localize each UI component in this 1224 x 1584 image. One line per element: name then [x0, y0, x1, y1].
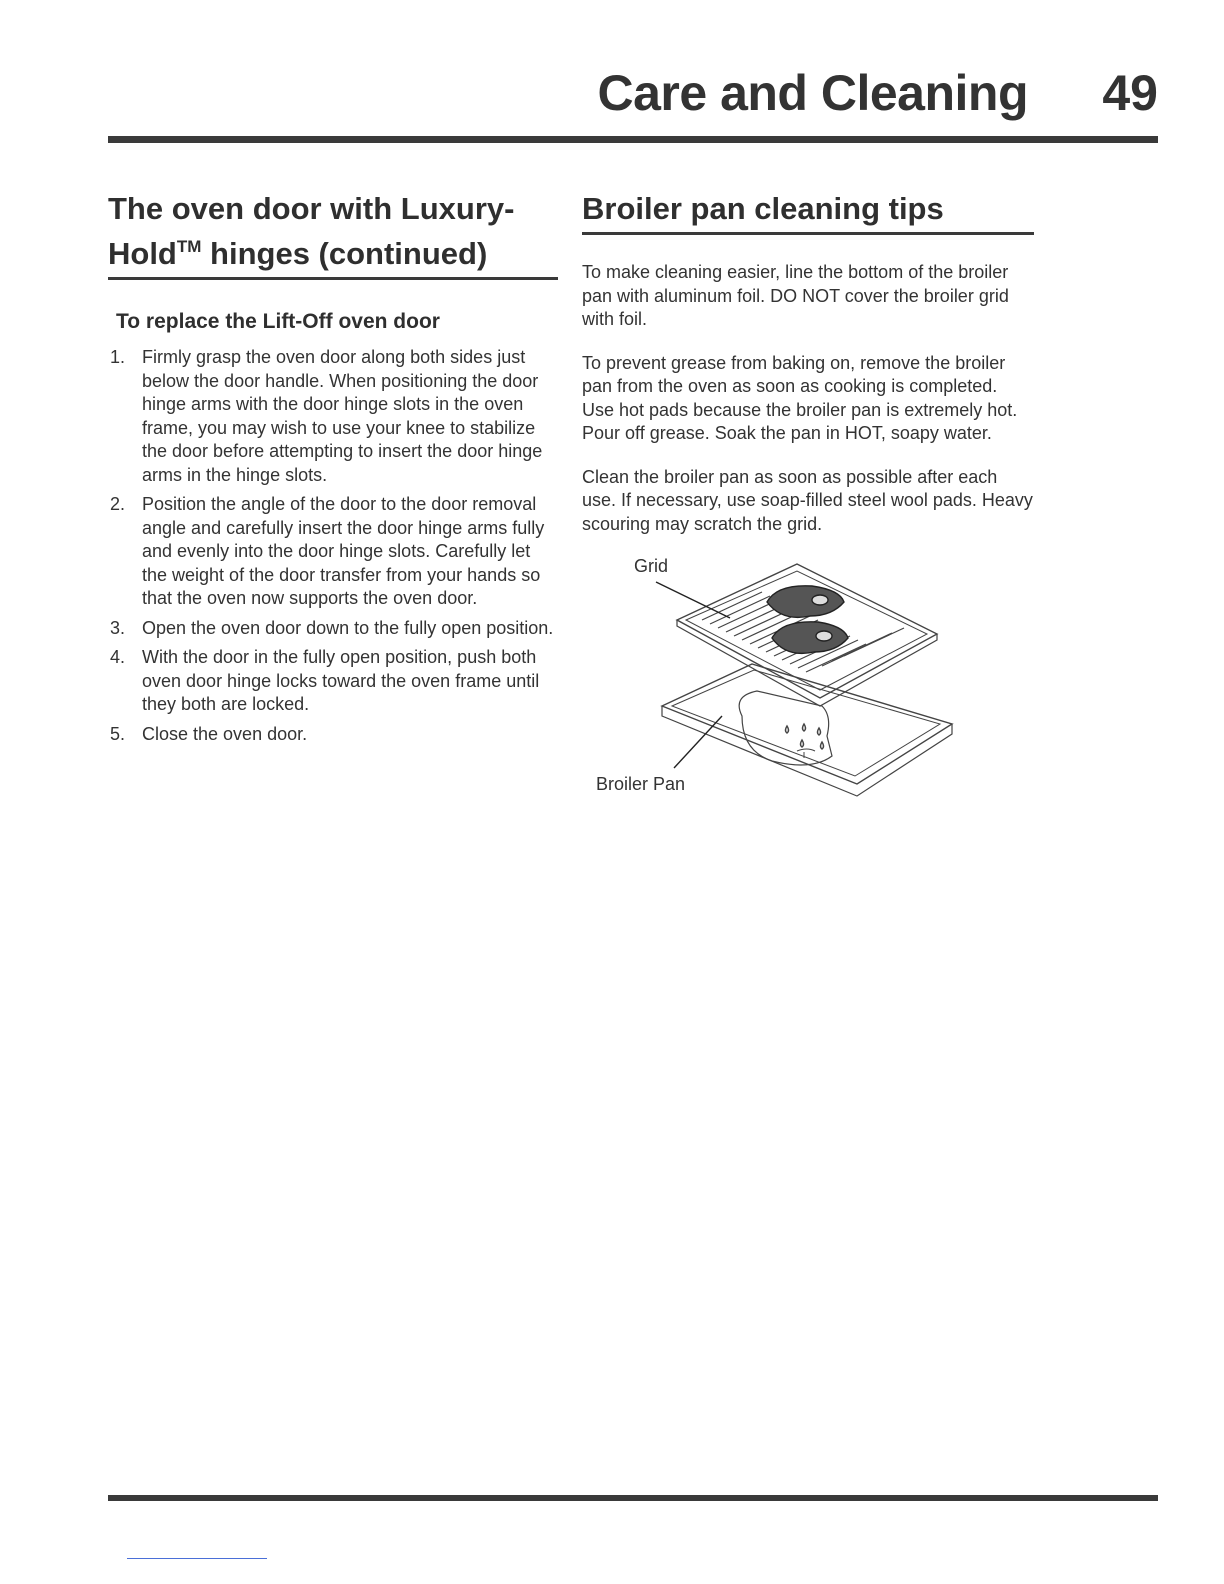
broiler-pan-illustration: [582, 556, 1034, 826]
list-item: 5. Close the oven door.: [110, 723, 308, 744]
list-item: 2. Position the angle of the door to the door removal angle and carefully insert the door hinge arms fully and evenly into the door hinge slots. Carefully let the weight of the door transfer from your hands so that the oven now supports the oven door.: [110, 494, 545, 608]
oven-door-section-title: [108, 190, 558, 273]
section-rule-right: [582, 232, 1034, 235]
broiler-pan-label: Broiler Pan: [596, 774, 686, 794]
paragraph-clean: Clean the broiler pan as soon as possible after each use. If necessary, use soap-filled steel wool pads. Heavy scouring may scratch the grid.: [582, 466, 1033, 534]
steak-2: [772, 622, 848, 654]
broiler-section-title: Broiler pan cleaning tips: [582, 191, 944, 226]
left-column: [108, 190, 558, 752]
footer-rule: [108, 1495, 1158, 1501]
page-header: [108, 60, 1158, 130]
title-line-1: The oven door with Luxury-: [108, 191, 515, 226]
trademark-mark: TM: [176, 237, 202, 256]
steak-1: [767, 586, 844, 618]
header-rule: [108, 136, 1158, 143]
list-item: 3. Open the oven door down to the fully open position.: [110, 617, 554, 638]
replace-door-steps: [108, 346, 558, 746]
list-item: 1. Firmly grasp the oven door along both sides just below the door handle. When positioning the door hinge arms with the door hinge slots in the oven frame, you may wish to use your knee to stabilize the door before attempting to insert the door hinge arms in the hinge slots.: [110, 347, 543, 485]
list-item: 4. With the door in the fully open position, push both oven door hinge locks toward the oven frame until they both are locked.: [110, 647, 540, 714]
section-rule-left: [108, 277, 558, 280]
grid-label: Grid: [634, 556, 669, 576]
right-column: [582, 190, 1034, 826]
title-line-2-post: hinges (continued): [201, 236, 488, 271]
replace-door-subtitle: To replace the Lift-Off oven door: [116, 310, 440, 333]
pan-outline: [662, 664, 952, 784]
page-number: 49: [1102, 65, 1158, 121]
paragraph-foil: To make cleaning easier, line the bottom of the broiler pan with aluminum foil. DO NOT cover the broiler grid with foil.: [582, 262, 1009, 329]
page-title: Care and Cleaning: [597, 65, 1028, 121]
paragraph-grease: To prevent grease from baking on, remove the broiler pan from the oven as soon as cooking is completed. Use hot pads because the broiler pan is extremely hot. Pour off grease. Soak the pan in HOT, soapy water.: [582, 352, 1018, 443]
title-line-2-pre: Hold: [108, 236, 177, 271]
footer-link-underline: [127, 1558, 267, 1559]
